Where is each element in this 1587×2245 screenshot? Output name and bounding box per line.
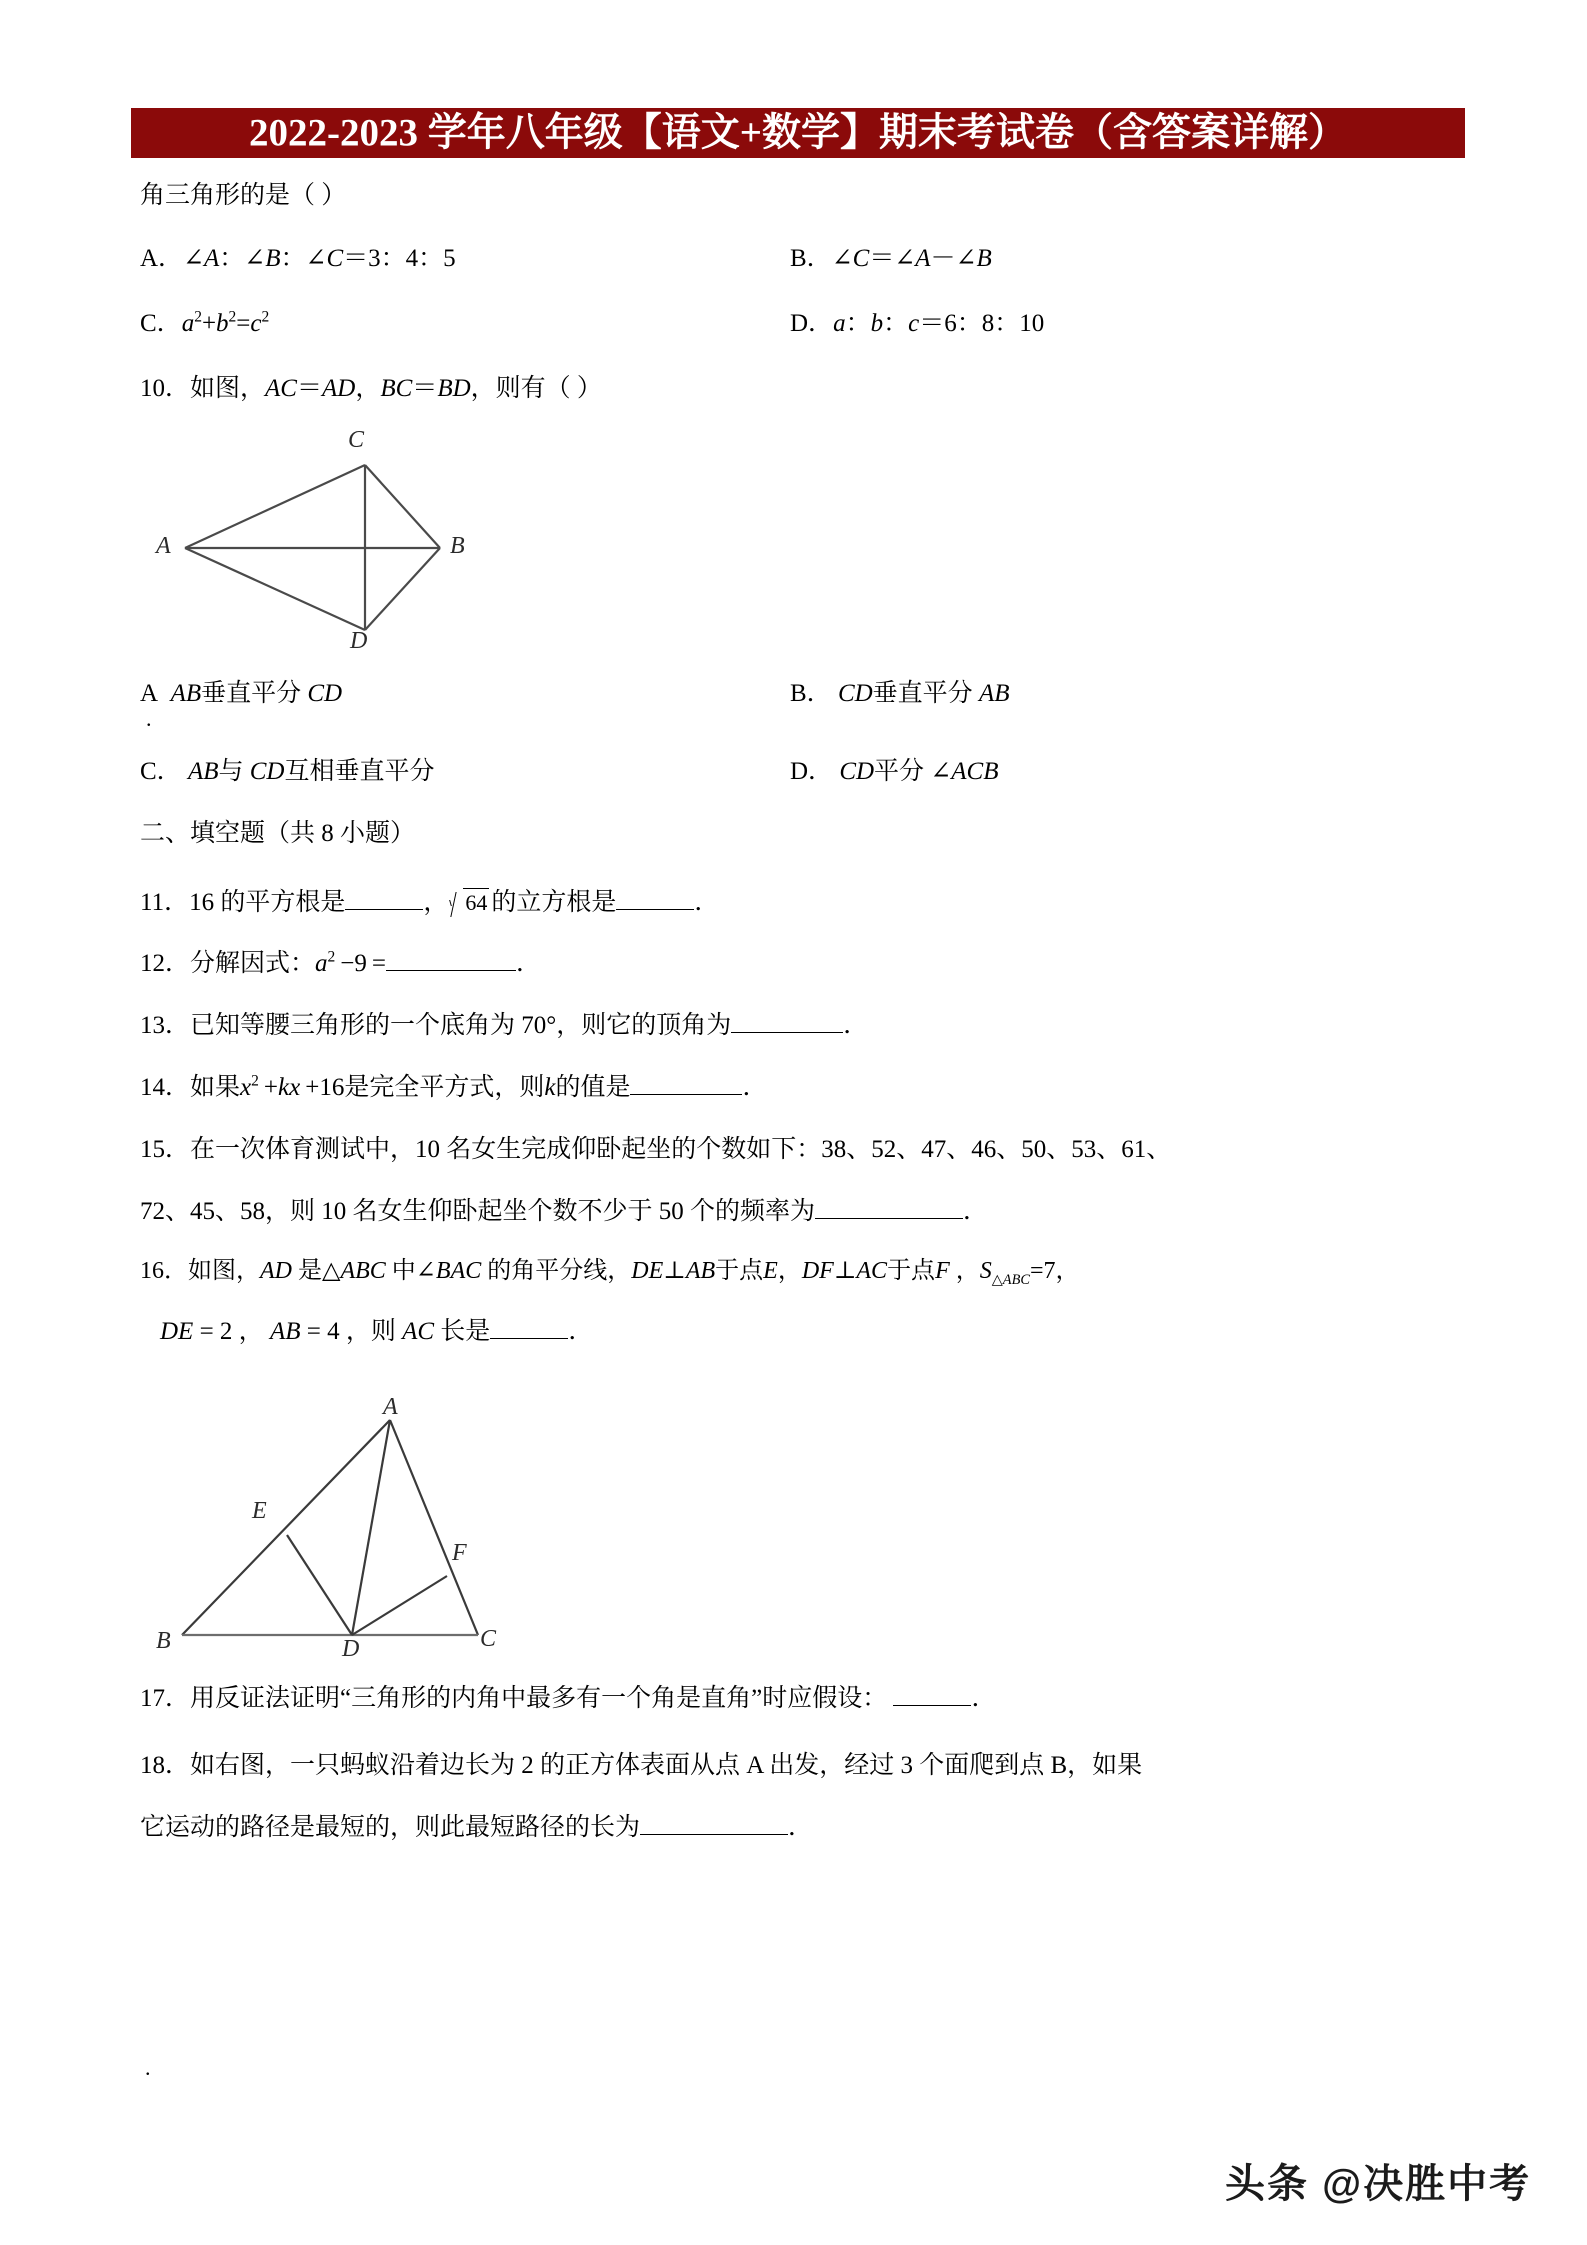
option-d-label: D． (790, 758, 834, 785)
question-10-option-d: D． CD平分 ∠ACB (790, 758, 999, 785)
watermark-logo: 头条 @决胜中考 (1225, 2162, 1532, 2206)
question-10-number: 10． (140, 375, 191, 402)
sqrt-symbol: 64 (450, 888, 489, 918)
triangle-point-label-e: E (252, 1498, 267, 1524)
question-9-stem-tail: 角三角形的是（ ） (140, 182, 347, 209)
option-d-label: D． (790, 310, 834, 337)
segment-ac (185, 465, 365, 548)
section-2-title: 二、填空题（共 8 小题） (140, 820, 416, 847)
kite-vertex-label-c: C (348, 427, 365, 453)
question-12-number: 12． (140, 950, 191, 977)
kite-vertex-label-a: A (156, 533, 171, 559)
question-18-number: 18． (140, 1752, 191, 1779)
segment-cb (365, 465, 440, 548)
page-title: 2022-2023 学年八年级【语文+数学】期末考试卷（含答案详解） (249, 111, 1347, 155)
segment-db (365, 548, 440, 630)
question-16-line-2: DE = 2 ， AB = 4 ，则 AC 长是 ． (160, 1318, 594, 1345)
option-c-label: C． (140, 310, 182, 337)
question-10-option-a: A AB垂直平分 CD (140, 680, 343, 707)
kite-vertex-label-b: B (450, 533, 465, 559)
answer-blank-13[interactable] (731, 1032, 843, 1033)
question-9-option-a: A．∠A：∠B：∠C＝3：4：5 (140, 245, 456, 272)
question-15-line-1: 15．在一次体育测试中，10 名女生完成仰卧起坐的个数如下：38、52、47、46、50、53、61、 (140, 1136, 1172, 1163)
segment-df (352, 1576, 447, 1635)
question-10-option-c: C． AB与 CD互相垂直平分 (140, 758, 435, 785)
option-a-angle-c: ∠C (305, 245, 344, 272)
page-header-banner (131, 108, 1465, 158)
answer-blank-14[interactable] (630, 1094, 742, 1095)
question-10-stem: 10．如图，AC＝AD，BC＝BD，则有（ ） (140, 375, 602, 402)
kite-vertex-label-d: D (350, 628, 368, 654)
question-16-line-1: 16．如图，AD 是△ABC 中∠BAC 的角平分线，DE⊥AB于点E，DF⊥AC于点F ，$S_{\triangle ABC}=7$， (140, 1258, 1080, 1288)
question-13-number: 13． (140, 1012, 191, 1039)
question-18-line-2: 它运动的路径是最短的，则此最短路径的长为 ． (140, 1814, 814, 1841)
segment-de (287, 1535, 352, 1635)
kite-figure-abcd-svg (140, 415, 620, 655)
answer-blank-11-1[interactable] (345, 909, 423, 910)
segment-ad (185, 548, 365, 630)
question-12: 12．分解因式：$a^2 -9$ = ． (140, 948, 542, 977)
option-a-angle-b: ∠B (244, 245, 281, 272)
question-14: 14．如果$x^2 +kx +16$是完全平方式，则k的值是 ． (140, 1072, 768, 1101)
option-c-label: C． (140, 758, 182, 785)
question-9-option-b: B．∠C＝∠A－∠B (790, 245, 992, 272)
question-14-number: 14． (140, 1074, 191, 1101)
answer-blank-12[interactable] (386, 970, 516, 971)
question-10-figure (140, 415, 620, 655)
question-9-option-c: C．$a^2+b^2=c^2$ (140, 308, 270, 337)
question-13: 13．已知等腰三角形的一个底角为 70°，则它的顶角为 ． (140, 1012, 869, 1039)
answer-blank-11-2[interactable] (616, 909, 694, 910)
question-16-figure (140, 1380, 560, 1660)
option-a-label: A (140, 680, 159, 707)
stray-period-mark: . (145, 2055, 151, 2080)
question-9-option-d: D．a：b：c＝6：8：10 (790, 310, 1045, 337)
option-a-angle-a: ∠A (183, 245, 220, 272)
question-17: 17．用反证法证明“三角形的内角中最多有一个角是直角”时应假设： ． (140, 1685, 997, 1712)
answer-blank-15[interactable] (815, 1218, 963, 1219)
question-17-number: 17． (140, 1685, 191, 1712)
question-16-number: 16． (140, 1258, 188, 1284)
triangle-point-label-f: F (452, 1540, 467, 1566)
question-10-option-b: B． CD垂直平分 AB (790, 680, 1010, 707)
answer-blank-18[interactable] (640, 1834, 788, 1835)
option-b-label: B． (790, 680, 832, 707)
question-15-number: 15． (140, 1136, 191, 1163)
answer-blank-16[interactable] (490, 1338, 568, 1339)
triangle-figure-abc-svg (140, 1380, 560, 1660)
option-a-label: A． (140, 245, 184, 272)
answer-blank-17[interactable] (893, 1705, 971, 1706)
triangle-point-label-d: D (342, 1636, 360, 1662)
question-11: 11．16 的平方根是 ， 64 的立方根是 ． (140, 889, 720, 916)
triangle-vertex-label-a: A (383, 1394, 398, 1420)
triangle-vertex-label-b: B (156, 1628, 171, 1654)
option-b-label: B． (790, 245, 832, 272)
question-10-option-a-stray-dot: . (146, 706, 152, 731)
triangle-vertex-label-c: C (480, 1626, 497, 1652)
question-18-line-1: 18．如右图，一只蚂蚁沿着边长为 2 的正方体表面从点 A 出发，经过 3 个面爬到点 B，如果 (140, 1752, 1143, 1779)
question-11-number: 11． (140, 889, 190, 916)
question-15-line-2: 72、45、58，则 10 名女生仰卧起坐个数不少于 50 个的频率为 ． (140, 1198, 989, 1225)
